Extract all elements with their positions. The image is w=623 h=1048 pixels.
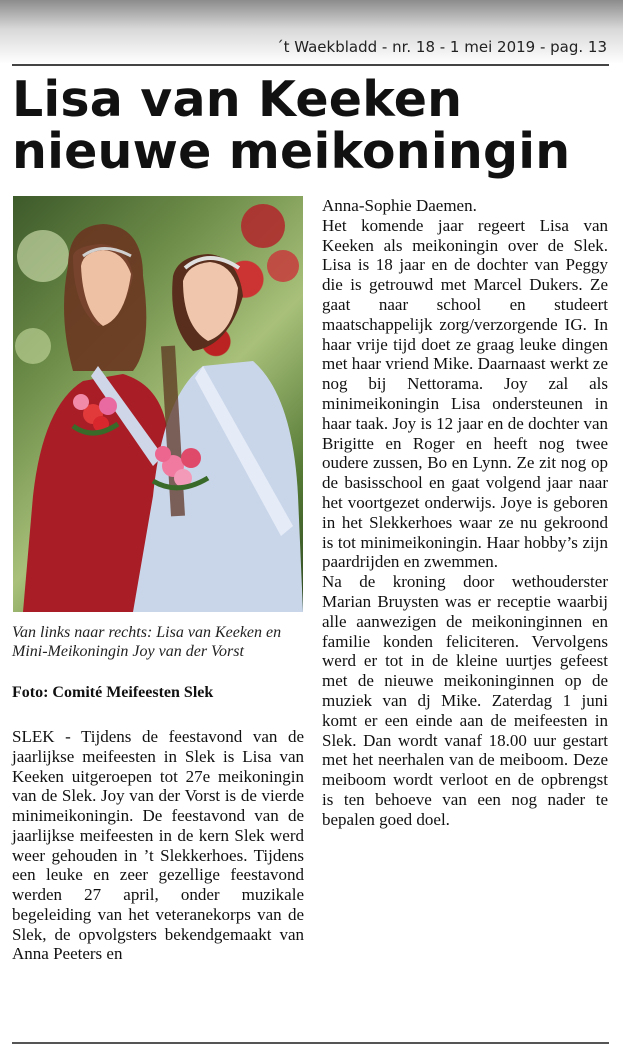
masthead: ´t Waekbladd - nr. 18 - 1 mei 2019 - pag. 13 xyxy=(276,38,607,56)
headline xyxy=(12,71,612,180)
top-rule xyxy=(12,64,609,66)
photo-credit: Foto: Comité Meifeesten Slek xyxy=(12,684,214,701)
article-paragraph: Na de kroning door wethouderster Marian Bruysten was er receptie waarbij alle aanwezigen de meikoninginnen en familie konden feliciteren. Vervolgens werd er tot in de kleine uurtjes gefeest met de nieuwe meikoninginnen op de muziek van dj Mike. Zaterdag 1 juni komt er een einde aan de meifeesten in Slek. Dan wordt vanaf 18.00 uur gestart met het neerhalen van de meiboom. Deze meiboom wordt verloot en de opbrengst is ten behoeve van een nog nader te bepalen goed doel. xyxy=(322,572,608,829)
headline-line-2: nieuwe meikoningin xyxy=(12,123,571,180)
photo-illustration xyxy=(13,196,303,612)
photo-caption: Van links naar rechts: Lisa van Keeken en Mini-Meikoningin Joy van der Vorst xyxy=(12,624,282,660)
article-column-left xyxy=(12,727,304,964)
article-paragraph: Het komende jaar regeert Lisa van Keeken als meikoningin over de Slek. Lisa is 18 jaar en de dochter van Peggy die is getrouwd met Marcel Dukers. Ze gaat naar school en studeert maatschappelijk zorg/verzorgende IG. In haar vrije tijd doet ze graag leuke dingen met haar vriend Mike. Daarnaast werkt ze nog bij Nettorama. Joy zal als minimeikoningin Lisa ondersteunen in haar taak. Joy is 12 jaar en de dochter van Brigitte en Roger en heeft nog twee oudere zussen, Bo en Lynn. Ze zit nog op de basisschool en gaat volgend jaar naar het voortgezet onderwijs. Joye is geboren in het Slekkerhoes waar ze nu gekroond is tot minimeikoningin. Haar hobby’s zijn paardrijden en zwemmen. xyxy=(322,215,608,572)
article-paragraph: SLEK - Tijdens de feestavond van de jaarlijkse meifeesten in Slek is Lisa van Keeken uitgeroepen tot 27e meikoningin van de Slek. Joy van der Vorst is de vierde minimeikoningin. De feestavond van de jaarlijkse meifeesten in de kern Slek werd weer gehouden in ’t Slekkerhoes. Tijdens een leuke en zeer gezellige feestavond werden 27 april, onder muzikale begeleiding van het veteranekorps van de Slek, de opvolgsters bekendgemaakt van Anna Peeters en xyxy=(12,727,304,964)
bottom-rule xyxy=(12,1042,609,1044)
article-paragraph: Anna-Sophie Daemen. xyxy=(322,196,477,215)
article-column-right xyxy=(322,196,608,830)
article-photo xyxy=(13,196,303,612)
headline-line-1: Lisa van Keeken xyxy=(12,71,463,128)
